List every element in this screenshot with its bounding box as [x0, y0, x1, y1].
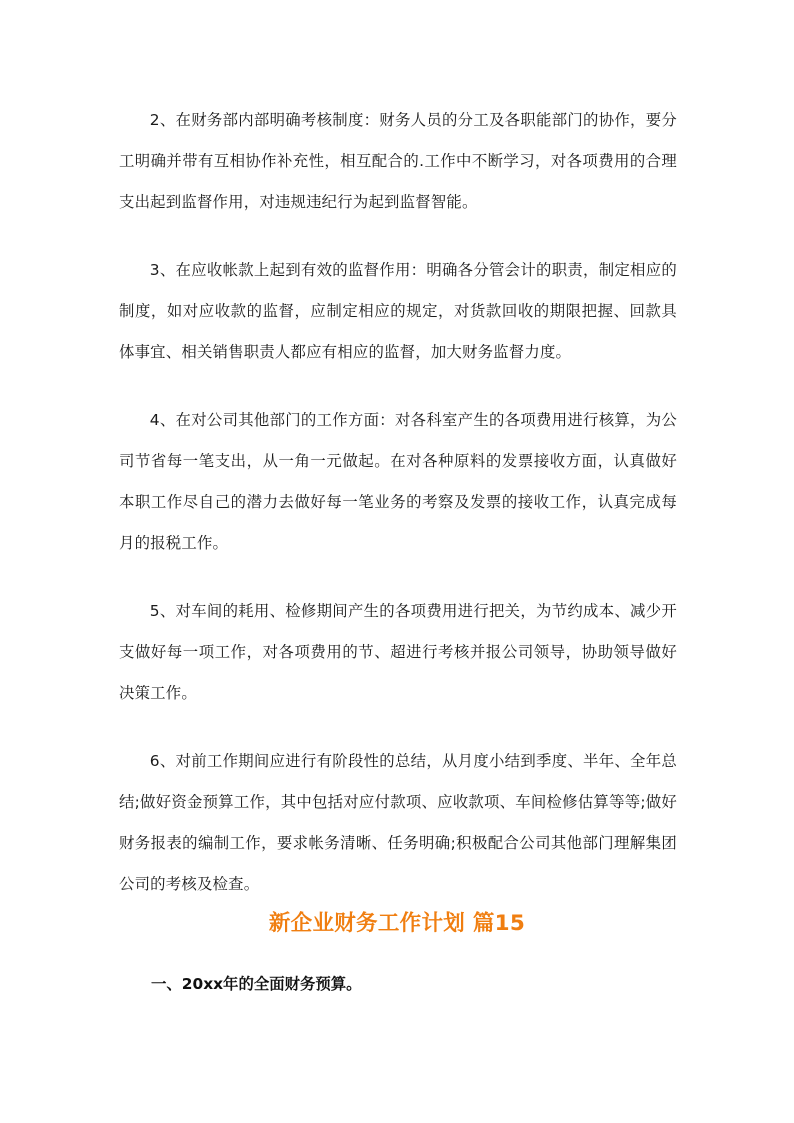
paragraph-item-4: 4、在对公司其他部门的工作方面：对各科室产生的各项费用进行核算，为公司节省每一笔支出，从一角一元做起。在对各种原料的发票接收方面，认真做好本职工作尽自己的潜力去做好每一笔业务的考察及发票的接收工作，认真完成每月的报税工作。: [119, 411, 677, 552]
paragraph-gap: [119, 223, 677, 250]
paragraph-gap: [119, 373, 677, 400]
paragraph-item-5: 5、对车间的耗用、检修期间产生的各项费用进行把关，为节约成本、减少开支做好每一项工作，对各项费用的节、超进行考核并报公司领导，协助领导做好决策工作。: [119, 602, 677, 702]
paragraph-item-3: 3、在应收帐款上起到有效的监督作用：明确各分管会计的职责，制定相应的制度，如对应收款的监督，应制定相应的规定，对货款回收的期限把握、回款具体事宜、相关销售职责人都应有相应的监督，加大财务监督力度。: [119, 261, 677, 361]
section-title: 新企业财务工作计划 篇15: [268, 911, 526, 936]
section-subheading: 一、20xx年的全面财务预算。: [151, 975, 362, 993]
paragraph-item-2: 2、在财务部内部明确考核制度：财务人员的分工及各职能部门的协作，要分工明确并带有互相协作补充性，相互配合的.工作中不断学习，对各项费用的合理支出起到监督作用，对违规违纪行为起到监督智能。: [119, 111, 677, 211]
paragraph-gap: [119, 714, 677, 741]
paragraph-item-6: 6、对前工作期间应进行有阶段性的总结，从月度小结到季度、半年、全年总结;做好资金预算工作，其中包括对应付款项、应收款项、车间检修估算等等;做好财务报表的编制工作，要求帐务清晰、任务明确;积极配合公司其他部门理解集团公司的考核及检查。: [119, 752, 677, 893]
document-body: [119, 100, 677, 905]
paragraph-gap: [119, 564, 677, 591]
